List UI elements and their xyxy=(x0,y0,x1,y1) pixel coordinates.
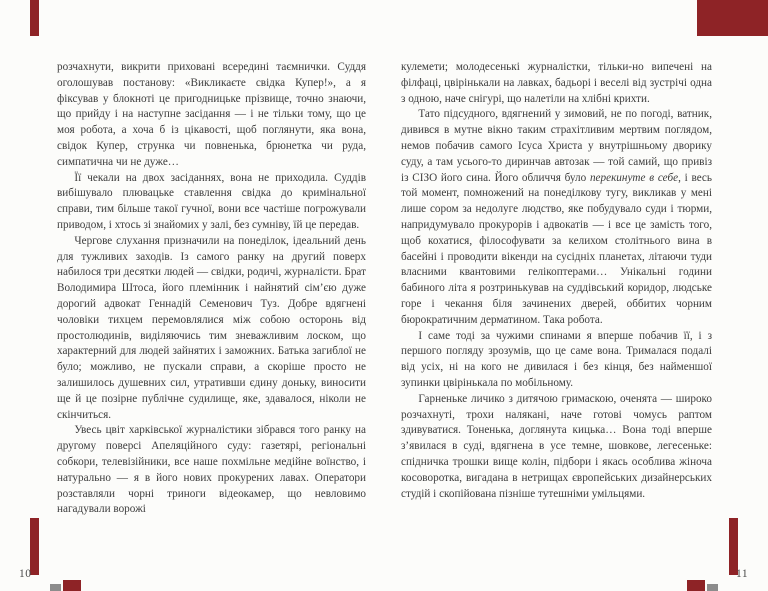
paragraph: Увесь цвіт харківської журналістики зібрався того ранку на другому поверсі Апеляційного суду: газетярі, регіональні собкори, телевізійники, все наше похмільне медійне воїнство, і натурально — я в його нових прокурених лавах. Оператори розставляли чорні триноги відеокамер, що невловимо нагадували ворожі xyxy=(57,424,366,516)
bottom-right-red-square xyxy=(687,580,705,591)
page-number-right: 11 xyxy=(736,568,749,580)
paragraph: Її чекали на двох засіданнях, вона не приходила. Суддів вибішувало плювацьке ставлення свідка до кримінальної справи, тим більше такої гучної, вони все частіше погрожували приводом, і хтось зі знайомих у залі, без сумніву, їй це передав. xyxy=(57,171,366,231)
paragraph: кулемети; молодесенькі журналістки, тільки-но випечені на філфаці, цвірінькали на лавках, бадьорі і веселі від зустрічі одна з одною, наче снігурі, що налетіли на хлібні крихти. xyxy=(401,61,712,105)
page-left-text-column xyxy=(57,60,366,574)
page-right-text-column xyxy=(401,60,712,574)
paragraph-segment: , і весь той момент, помножений на понеділкову тугу, викликав у мені лише сором за недолуге людство, яке побудувало суди і тюрми, напридумувало прокурорів і адвокатів — і все це замість того, щоб кохатися, філософувати за келихом столітнього вина в басейні і проводити вікенди на сусідніх планетах, літаючи туди власними квантовими гелікоптерами… Унікальні години бабиного літа я розтринькував на суддівський коридор, людське горе і чекання біля зачинених дверей, оббитих чорним бюрократичним дерматином. Така робота. xyxy=(401,171,712,326)
bottom-right-red-bar xyxy=(729,518,738,575)
paragraph: І саме тоді за чужими спинами я вперше побачив її, і з першого погляду зрозумів, що це саме вона. Трималася подалі від усіх, ні на кого не дивилася і без кінця, без найменшої зупинки цвірінькала по мобільному. xyxy=(401,329,712,389)
bottom-right-gray-square xyxy=(707,584,718,591)
paragraph: розчахнути, викрити приховані всередині таємнички. Суддя оголошував постанову: «Викликаєте свідка Купер!», а я фіксував у блокноті це пригодницьке прізвище, точно знаючи, що прийду і на наступне засідання — і не тільки тому, що це моя робота, а хоча б із цікавості, щоб поглянути, яка вона, свідок Купер, струнка чи повненька, брюнетка чи руда, симпатична чи не дуже… xyxy=(57,61,366,168)
paragraph: Чергове слухання призначили на понеділок, ідеальний день для тужливих заходів. Із самого ранку на другий поверх набилося три десятки людей — свідки, родичі, журналісти. Брат Володимира Штоса, його племінник і найнятий сім’єю дуже дорогий адвокат Геннадій Семенович Туз. Добре вдягнені чоловіки тихцем перемовлялися між собою осторонь від простолюдинів, виділяючись тим зневажливим лоском, що характерний для людей зайнятих і заможних. Батька загиблої не було; можливо, не пускали справи, а скоріше просто не залишилось душевних сил, утративши єдину доньку, виносити ще й це позірне публічне судилище, яке, здавалося, ніколи не скінчиться. xyxy=(57,234,366,421)
paragraph-italic-phrase: перекинуте в себе xyxy=(589,171,679,184)
paragraph-segment: Тато підсудного, вдягнений у зимовий, не по погоді, ватник, дивився в мутне вікно таким страхітливим мертвим поглядом, немов побачив самого Ісуса Христа у внутрішньому дворику суду, а там усього-то диринчав автозак — той самий, що привіз із СІЗО його сина. Його обличчя було xyxy=(401,108,712,184)
top-left-red-bar xyxy=(30,0,39,36)
paragraph xyxy=(401,107,712,328)
bottom-left-red-bar xyxy=(30,518,39,575)
top-right-red-block xyxy=(697,0,768,36)
bottom-left-gray-square xyxy=(50,584,61,591)
page-number-left: 10 xyxy=(19,568,32,580)
bottom-left-red-square xyxy=(63,580,81,591)
paragraph: Гарненьке личико з дитячою гримаскою, оченята — широко розчахнуті, трохи налякані, наче готові чомусь раптом здивуватися. Тоненька, доглянута кицька… Вона тоді вперше з’явилася в суді, вдягнена в усе темне, шовкове, легесеньке: спідничка трошки вище колін, підбори і якась особлива жіноча косоворотка, вигадана в нетрищах європейських дизайнерських студій і скопійована пізніше тутешніми умільцями. xyxy=(401,392,712,500)
